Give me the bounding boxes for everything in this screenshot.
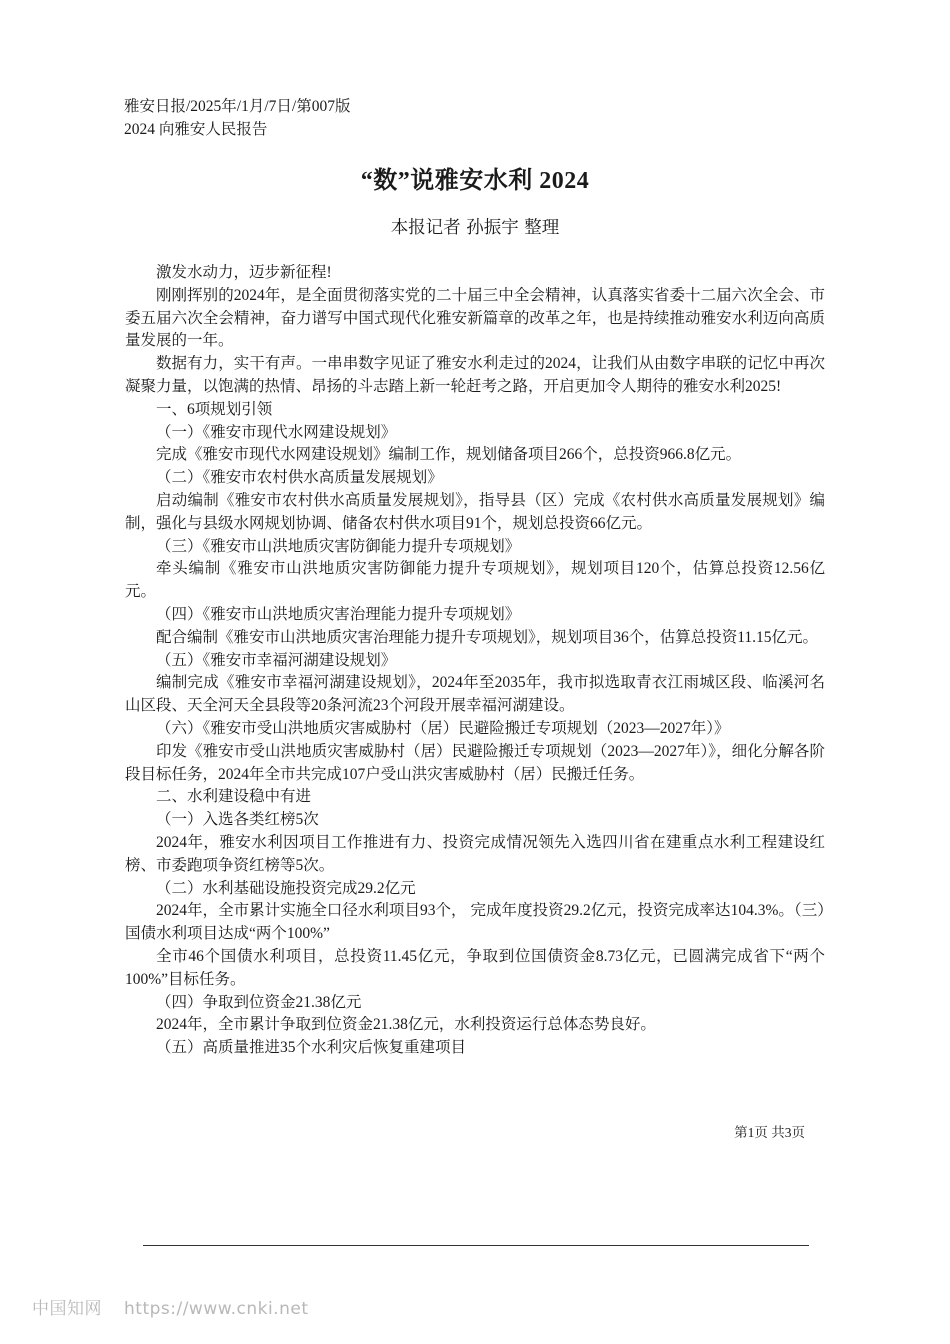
subsection-heading: （一）《雅安市现代水网建设规划》 — [156, 423, 397, 441]
watermark-site-name: 中国知网 — [32, 1299, 102, 1319]
paragraph: 印发《雅安市受山洪地质灾害威胁村（居）民避险搬迁专项规划（2023—2027年）》，细化分解各阶段目标任务，2024年全市共完成107户受山洪灾害威胁村（居）民搬迁任务。 — [125, 742, 825, 783]
subsection-heading: （四）《雅安市山洪地质灾害治理能力提升专项规划》 — [156, 605, 521, 623]
footer-divider — [143, 1245, 809, 1246]
article-byline: 本报记者 孙振宇 整理 — [390, 218, 560, 238]
paragraph: 编制完成《雅安市幸福河湖建设规划》，2024年至2035年，我市拟选取青衣江雨城区段、临溪河名山区段、天全河天全县段等20条河流23个河段开展幸福河湖建设。 — [125, 674, 825, 715]
article-body — [125, 262, 825, 1060]
paragraph: 启动编制《雅安市农村供水高质量发展规划》，指导县（区）完成《农村供水高质量发展规划》编制，强化与县级水网规划协调、储备农村供水项目91个，规划总投资66亿元。 — [125, 491, 825, 532]
subsection-heading: （一）入选各类红榜5次 — [156, 811, 319, 829]
subsection-heading: （五）高质量推进35个水利灾后恢复重建项目 — [156, 1039, 467, 1057]
section-heading: 一、6项规划引领 — [156, 400, 273, 418]
source-line: 雅安日报/2025年/1月/7日/第007版 2024 向雅安人民报告 — [124, 98, 351, 138]
cnki-watermark — [32, 1294, 330, 1319]
article-title: “数”说雅安水利 2024 — [360, 168, 590, 194]
paragraph: 刚刚挥别的2024年，是全面贯彻落实党的二十届三中全会精神，认真落实省委十二届六次全会、市委五届六次全会精神，奋力谱写中国式现代化雅安新篇章的改革之年，也是持续推动雅安水利迈向高质量发展的一年。 — [125, 286, 825, 350]
watermark-url: https://www.cnki.net — [124, 1299, 309, 1319]
paragraph: 配合编制《雅安市山洪地质灾害治理能力提升专项规划》，规划项目36个，估算总投资11.15亿元。 — [156, 628, 819, 646]
subsection-heading: （五）《雅安市幸福河湖建设规划》 — [156, 651, 397, 669]
subsection-heading: （六）《雅安市受山洪地质灾害威胁村（居）民避险搬迁专项规划（2023—2027年）》 — [156, 719, 730, 737]
paragraph: 2024年，全市累计实施全口径水利项目93个， 完成年度投资29.2亿元，投资完成率达104.3%。（三）国债水利项目达成“两个100%” — [125, 902, 825, 943]
paragraph: 完成《雅安市现代水网建设规划》编制工作，规划储备项目266个，总投资966.8亿元。 — [156, 446, 742, 464]
paragraph: 牵头编制《雅安市山洪地质灾害防御能力提升专项规划》，规划项目120个，估算总投资12.56亿元。 — [125, 560, 825, 601]
subsection-heading: （二）水利基础设施投资完成29.2亿元 — [156, 879, 416, 897]
paragraph: 2024年，全市累计争取到位资金21.38亿元，水利投资运行总体态势良好。 — [156, 1016, 656, 1034]
paragraph: 全市46个国债水利项目，总投资11.45亿元，争取到位国债资金8.73亿元，已圆满完成省下“两个100%”目标任务。 — [125, 947, 825, 988]
page-number: 第1页 共3页 — [734, 1125, 805, 1140]
section-heading: 二、水利建设稳中有进 — [156, 788, 312, 806]
subsection-heading: （四）争取到位资金21.38亿元 — [156, 993, 362, 1011]
subsection-heading: （三）《雅安市山洪地质灾害防御能力提升专项规划》 — [156, 537, 521, 555]
subsection-heading: （二）《雅安市农村供水高质量发展规划》 — [156, 469, 443, 487]
paragraph: 数据有力，实干有声。一串串数字见证了雅安水利走过的2024，让我们从由数字串联的记忆中再次凝聚力量，以饱满的热情、昂扬的斗志踏上新一轮赶考之路，开启更加令人期待的雅安水利2025! — [125, 355, 825, 395]
paragraph: 激发水动力，迈步新征程! — [156, 264, 332, 281]
paragraph: 2024年，雅安水利因项目工作推进有力、投资完成情况领先入选四川省在建重点水利工程建设红榜、市委跑项争资红榜等5次。 — [125, 833, 825, 874]
